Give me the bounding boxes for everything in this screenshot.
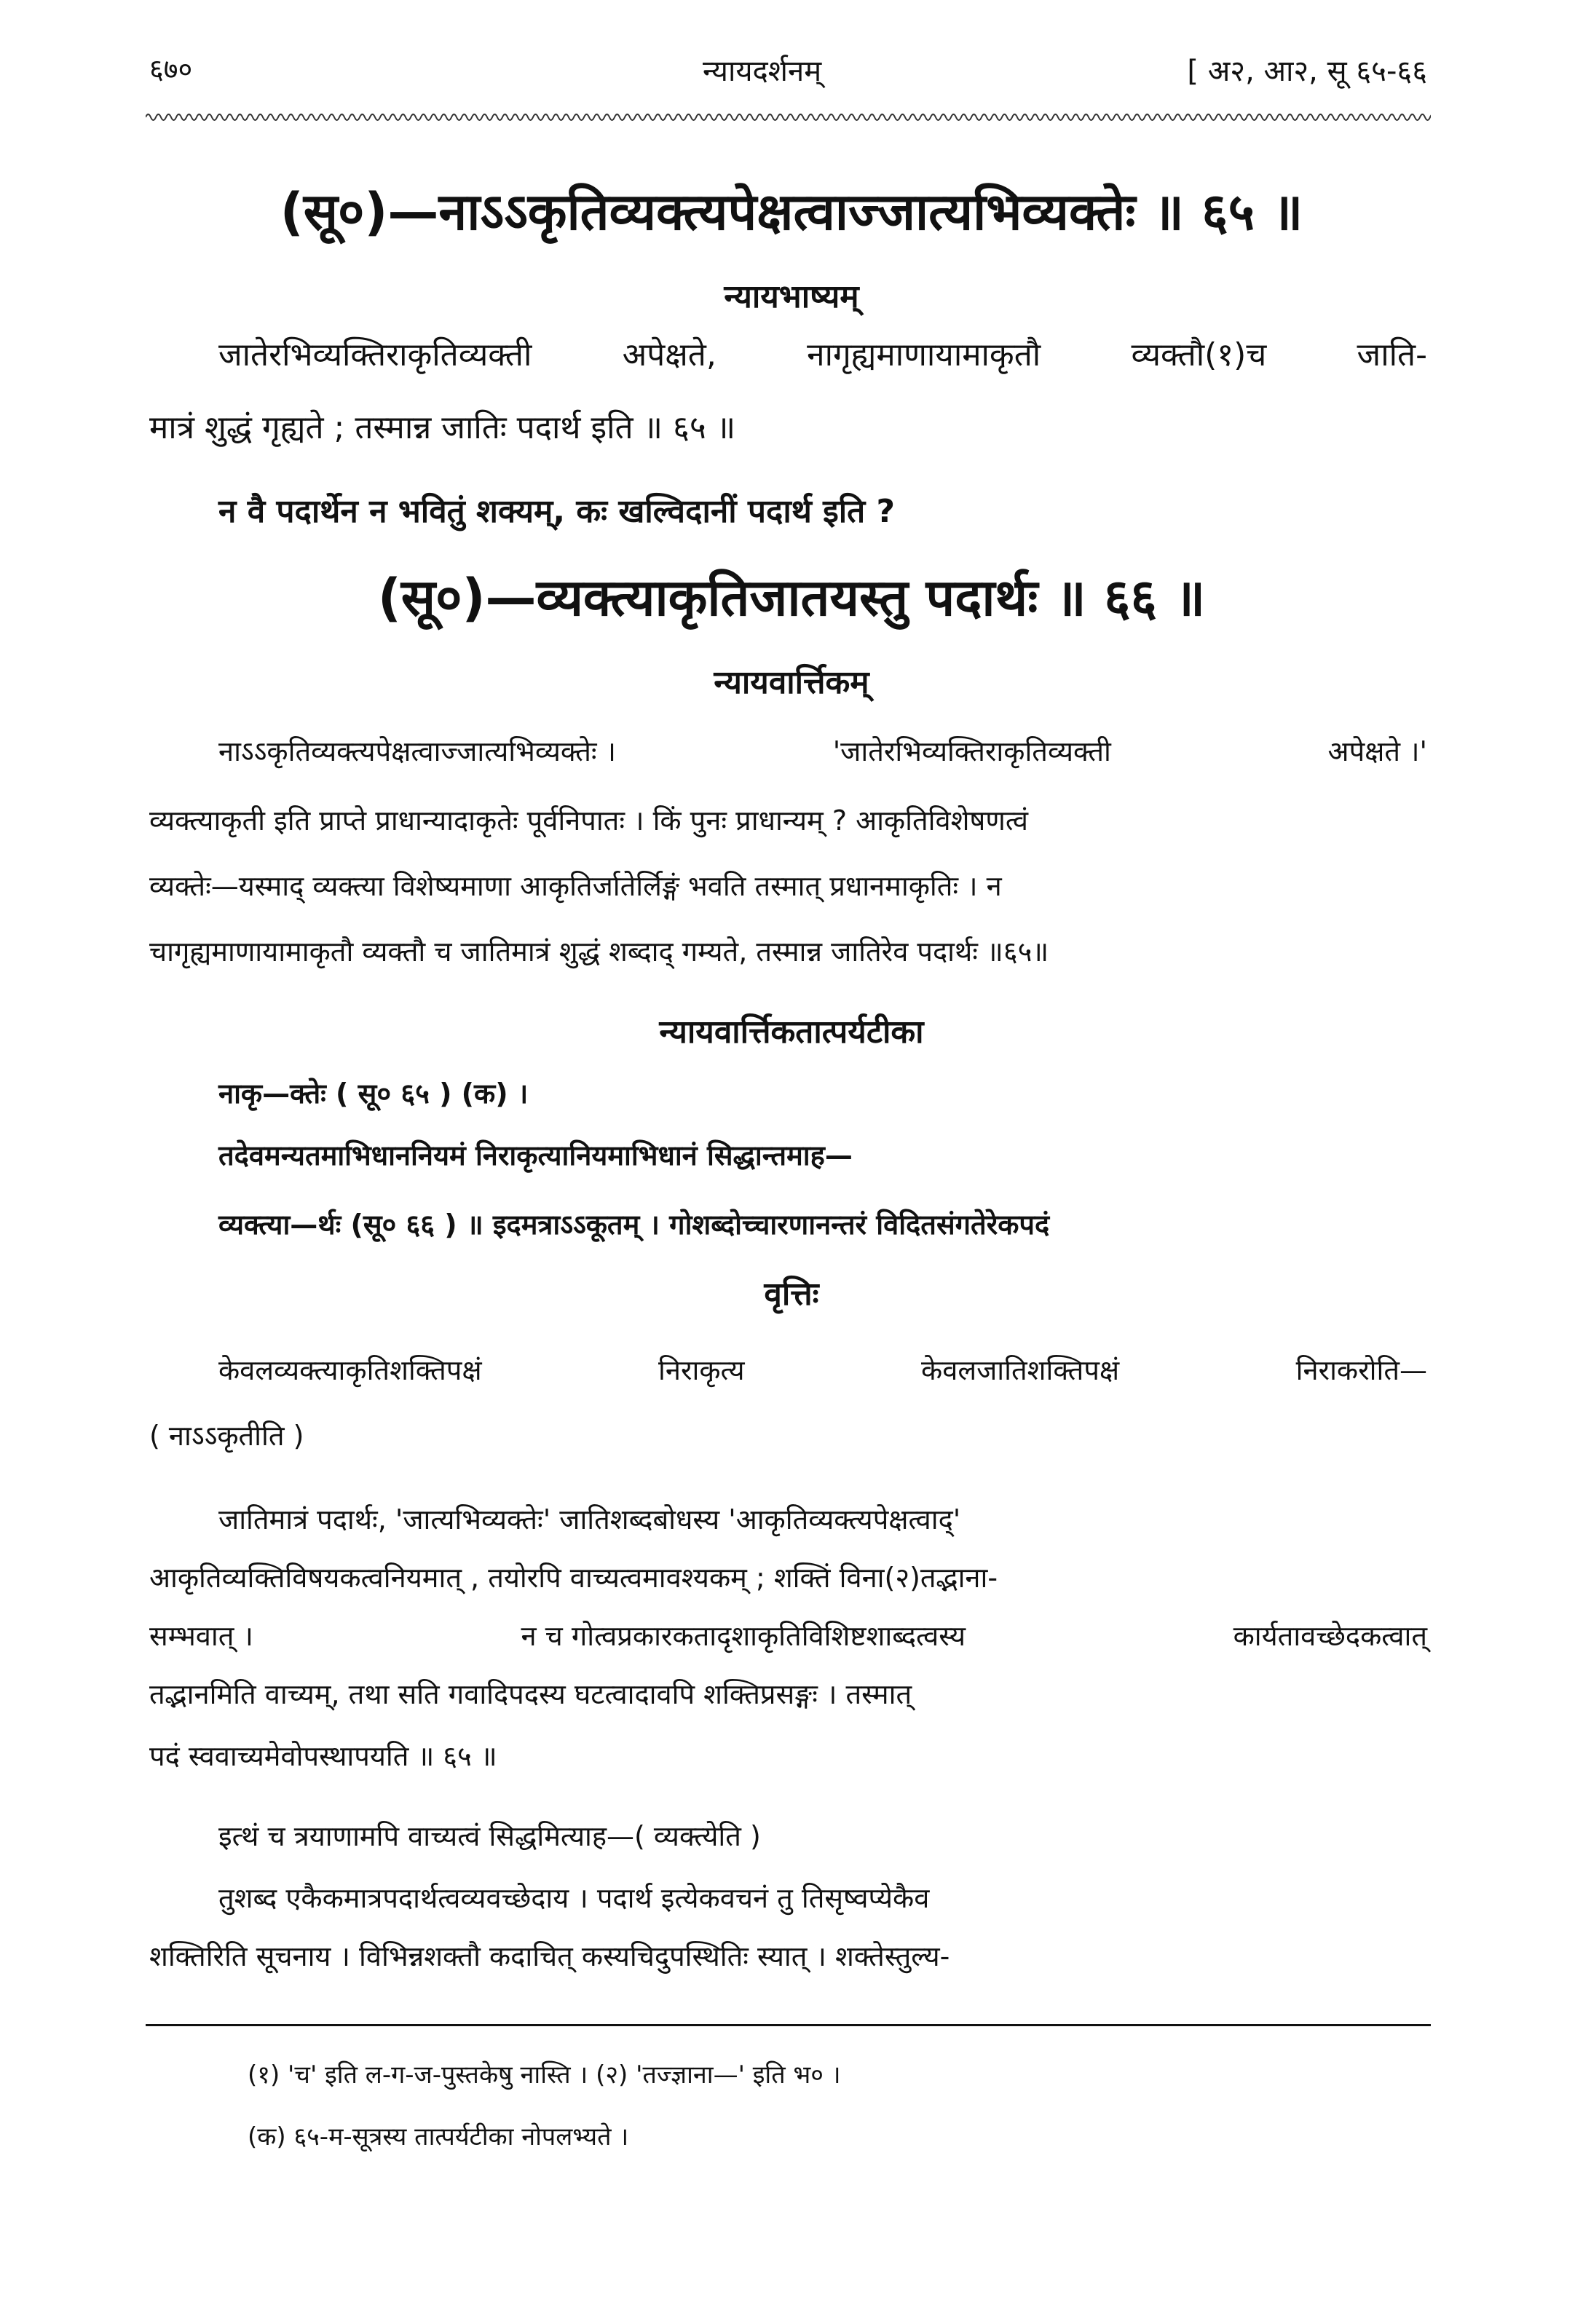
text-segment: निराकरोति— <box>1295 1354 1427 1386</box>
text-segment: केवलव्यक्त्याकृतिशक्तिपक्षं <box>218 1354 482 1386</box>
heading-nyayavartika: न्यायवार्त्तिकम् <box>714 664 869 701</box>
text-segment: अपेक्षते, <box>622 336 717 374</box>
text-segment: 'जातेरभिव्यक्तिराकृतिव्यक्ती <box>832 735 1111 767</box>
heading-tatparyatika: न्यायवार्त्तिकतात्पर्यटीका <box>659 1013 924 1051</box>
vartika-line-2: व्यक्त्याकृती इति प्राप्ते प्राधान्यादाकृतेः पूर्वनिपातः । किं पुनः प्राधान्यम् ? आकृतिविशेषणत्वं <box>149 805 1029 837</box>
page-number: ६७० <box>149 53 193 85</box>
footnote-1: (१) 'च' इति ल-ग-ज-पुस्तकेषु नास्ति । (२) 'तज्ज्ञाना—' इति भ० । <box>248 2060 841 2090</box>
vritti-p4-line-2: शक्तिरिति सूचनाय । विभिन्नशक्तौ कदाचित् कस्यचिदुपस्थितिः स्यात् । शक्तेस्तुल्य- <box>149 1940 950 1972</box>
vritti-p2-line-2: आकृतिव्यक्तिविषयकत्वनियमात् , तयोरपि वाच्यत्वमावश्यकम् ; शक्तिं विना(२)तद्भाना- <box>149 1562 998 1594</box>
vartika-line-4: चागृह्यमाणायामाकृतौ व्यक्तौ च जातिमात्रं शुद्धं शब्दाद् गम्यते, तस्मान्न जातिरेव पदार्थः ॥६५॥ <box>149 936 1049 968</box>
vritti-line-1 <box>218 1351 1427 1388</box>
text-segment: अपेक्षते ।' <box>1327 735 1427 767</box>
footnote-rule <box>146 2024 1431 2026</box>
text-segment: जाति- <box>1357 336 1427 374</box>
vritti-line-2: ( नाऽऽकृतीति ) <box>149 1420 304 1452</box>
tika-line-1: नाकृ—क्तेः ( सू० ६५ ) (क) । <box>218 1078 529 1110</box>
text-segment: व्यक्तौ(१)च <box>1131 336 1267 374</box>
bhashya-question: न वै पदार्थेन न भवितुं शक्यम्, कः खल्विदानीं पदार्थ इति ? <box>218 493 896 530</box>
running-title: न्यायदर्शनम् <box>703 55 822 88</box>
sutra-65: (सू०)—नाऽऽकृतिव्यक्त्यपेक्षत्वाज्जात्यभिव्यक्तेः ॥ ६५ ॥ <box>280 182 1303 242</box>
footnote-2: (क) ६५-म-सूत्रस्य तात्पर्यटीका नोपलभ्यते । <box>248 2122 629 2151</box>
sutra-66: (सू०)—व्यक्त्याकृतिजातयस्तु पदार्थः ॥ ६६ ॥ <box>377 568 1206 628</box>
text-segment: न च गोत्वप्रकारकतादृशाकृतिविशिष्टशाब्दत्वस्य <box>521 1620 966 1652</box>
heading-vritti: वृत्तिः <box>764 1276 819 1313</box>
text-segment: निराकृत्य <box>658 1354 745 1386</box>
chapter-reference: [ अ२, आ२, सू ६५-६६ <box>1187 55 1427 88</box>
vritti-p2-line-3 <box>149 1616 1427 1654</box>
text-segment: जातेरभिव्यक्तिराकृतिव्यक्ती <box>218 336 532 374</box>
bhashya-line-1 <box>218 331 1427 375</box>
tika-line-2: तदेवमन्यतमाभिधाननियमं निराकृत्यानियमाभिधानं सिद्धान्तमाह— <box>218 1139 853 1171</box>
heading-nyayabhashya: न्यायभाष्यम् <box>724 278 859 315</box>
tika-line-3: व्यक्त्या—र्थः (सू० ६६ ) ॥ इदमत्राऽऽकूतम् । गोशब्दोच्चारणानन्तरं विदितसंगतेरेकपदं <box>218 1209 1050 1241</box>
text-segment: कार्यतावच्छेदकत्वात् <box>1233 1620 1427 1652</box>
bhashya-line-2: मात्रं शुद्धं गृह्यते ; तस्मान्न जातिः पदार्थ इति ॥ ६५ ॥ <box>149 409 736 446</box>
text-segment: नाऽऽकृतिव्यक्त्यपेक्षत्वाज्जात्यभिव्यक्तेः । <box>218 735 617 767</box>
vartika-line-1 <box>218 732 1427 770</box>
vritti-p4-line-1: तुशब्द एकैकमात्रपदार्थत्वव्यवच्छेदाय । पदार्थ इत्येकवचनं तु तिसृष्वप्येकैव <box>218 1882 930 1914</box>
page-header <box>149 44 1427 95</box>
header-wavy-divider <box>146 109 1431 125</box>
vritti-p3-line-1: इत्थं च त्रयाणामपि वाच्यत्वं सिद्धमित्याह—( व्यक्त्येति ) <box>218 1820 761 1852</box>
text-segment: केवलजातिशक्तिपक्षं <box>921 1354 1120 1386</box>
text-segment: सम्भवात् । <box>149 1620 253 1652</box>
text-segment: नागृह्यमाणायामाकृतौ <box>807 336 1041 374</box>
vritti-p2-line-5: पदं स्ववाच्यमेवोपस्थापयति ॥ ६५ ॥ <box>149 1740 497 1772</box>
vartika-line-3: व्यक्तेः—यस्माद् व्यक्त्या विशेष्यमाणा आकृतिर्जातेर्लिङ्गं भवति तस्मात् प्रधानमाकृतिः । न <box>149 870 1002 902</box>
vritti-p2-line-4: तद्भानमिति वाच्यम्, तथा सति गवादिपदस्य घटत्वादावपि शक्तिप्रसङ्गः । तस्मात् <box>149 1678 912 1710</box>
vritti-p2-line-1: जातिमात्रं पदार्थः, 'जात्यभिव्यक्तेः' जातिशब्दबोधस्य 'आकृतिव्यक्त्यपेक्षत्वाद्' <box>218 1503 961 1536</box>
